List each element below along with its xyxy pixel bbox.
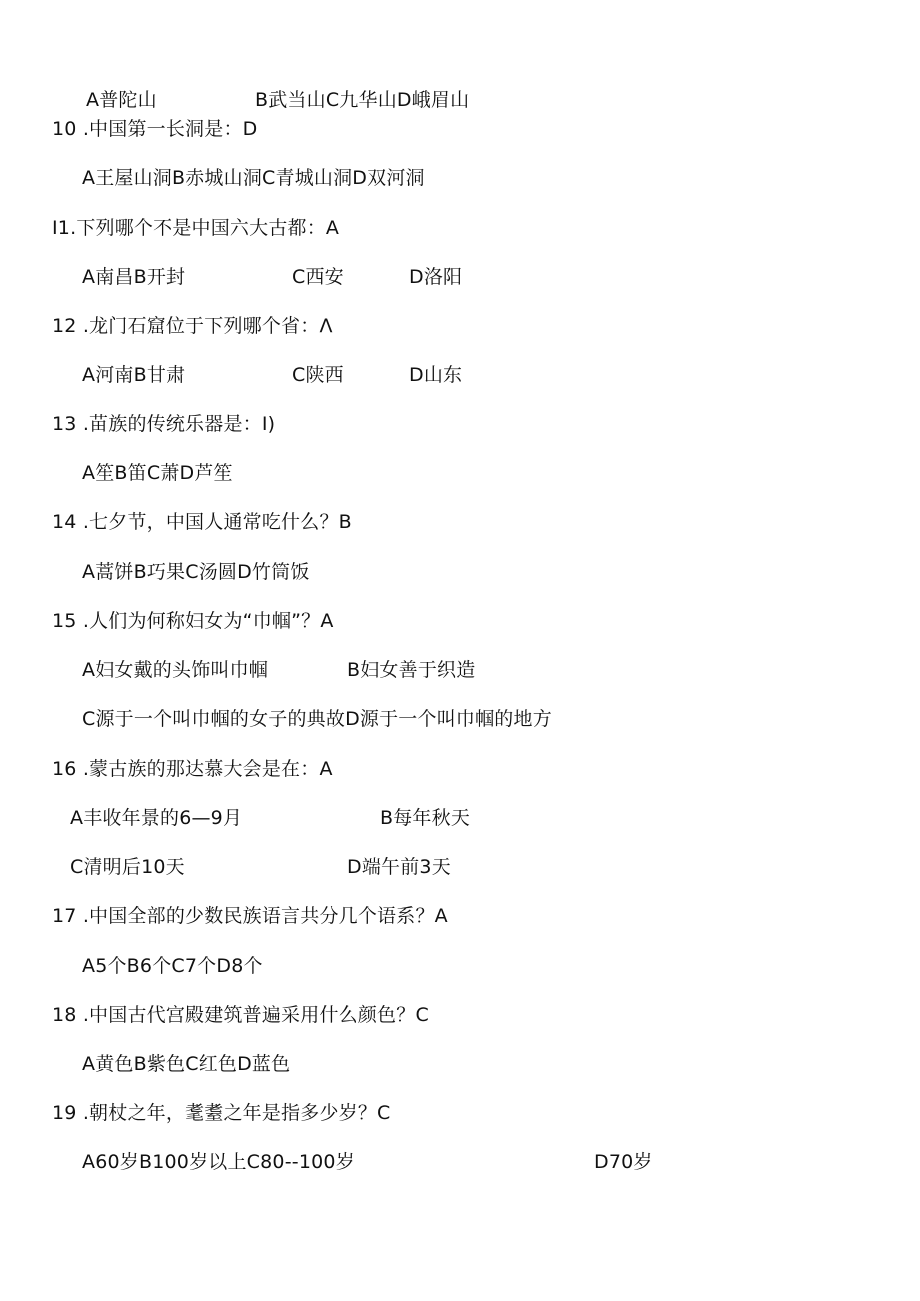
option-text: A蒿饼B巧果C汤圆D竹筒饭	[82, 561, 310, 583]
option-text: A丰收年景的6—9月	[70, 807, 243, 829]
question-text: 17 .中国全部的少数民族语言共分几个语系？A	[52, 905, 448, 927]
option-text: D70岁	[594, 1151, 653, 1173]
option-text: A笙B笛C萧D芦笙	[82, 462, 233, 484]
option-text: D山东	[409, 364, 463, 386]
question-text: 15 .人们为何称妇女为“巾帼”？A	[52, 610, 334, 632]
option-text: A南昌B开封	[82, 266, 186, 288]
option-text: B武当山C九华山D峨眉山	[255, 89, 470, 111]
option-text: C清明后10天	[70, 856, 185, 878]
question-text: 16 .蒙古族的那达慕大会是在：A	[52, 758, 333, 780]
option-text: D端午前3天	[347, 856, 451, 878]
question-text: 10 .中国第一长洞是：D	[52, 118, 258, 140]
question-text: 13 .苗族的传统乐器是：I)	[52, 413, 276, 435]
option-text: B妇女善于织造	[347, 659, 476, 681]
option-text: A5个B6个C7个D8个	[82, 955, 263, 977]
option-text: B每年秋天	[380, 807, 471, 829]
question-text: 14 .七夕节，中国人通常吃什么？B	[52, 511, 352, 533]
option-text: A黄色B紫色C红色D蓝色	[82, 1053, 291, 1075]
option-text: A妇女戴的头饰叫巾帼	[82, 659, 268, 681]
question-text: I1.下列哪个不是中国六大古都：A	[52, 217, 340, 239]
question-text: 18 .中国古代宫殿建筑普遍采用什么颜色？C	[52, 1004, 429, 1026]
option-text: A60岁B100岁以上C80--100岁	[82, 1151, 355, 1173]
option-text: A王屋山洞B赤城山洞C青城山洞D双河洞	[82, 167, 425, 189]
option-text: C陕西	[292, 364, 344, 386]
option-text: C西安	[292, 266, 344, 288]
option-text: A普陀山	[86, 89, 157, 111]
option-text: A河南B甘肃	[82, 364, 186, 386]
question-text: 12 .龙门石窟位于下列哪个省：Λ	[52, 315, 333, 337]
option-text: C源于一个叫巾帼的女子的典故D源于一个叫巾帼的地方	[82, 708, 552, 730]
option-text: D洛阳	[409, 266, 463, 288]
question-text: 19 .朝杖之年，耄耋之年是指多少岁？C	[52, 1102, 391, 1124]
